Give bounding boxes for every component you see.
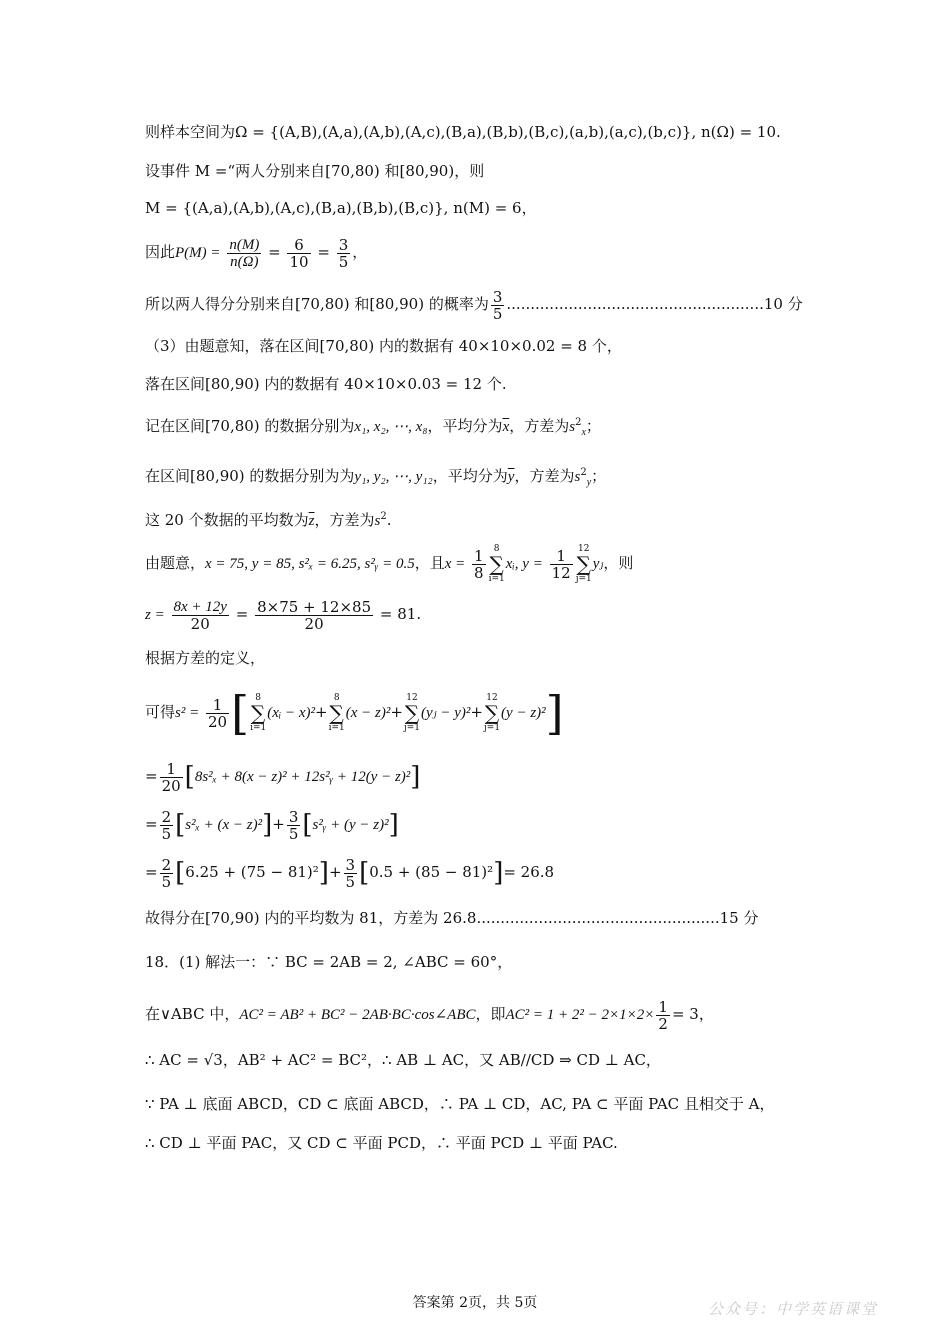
event-definition-line: 设事件 M =“两人分别来自[70,80) 和[80,90)，则 <box>145 162 485 180</box>
sum-symbol: 8 ∑ i=1 <box>488 544 505 584</box>
probability-conclusion-line: 所以两人得分分别来自[70,80) 和[80,90) 的概率为 $\frac{3}{5}$ ......................................................10 分 <box>145 287 803 323</box>
combined-mean-line: z = $\frac{8x + 12y}{20}$ = $\frac{8\times 75 + 12\times 85}{20}$ = 81. <box>145 597 422 633</box>
y-data-line: 在区间[80,90) 的数据分别为为y₁, y₂, ⋯, y₁₂，平均分为$\overline{y}$，方差为$s^2_y$； <box>145 467 607 488</box>
perpendicular-line-1: ∴ AC = √3，AB² + AC² = BC²，∴ AB ⊥ AC，又 AB//CD ⇒ CD ⊥ AC， <box>145 1051 661 1069</box>
probability-line: 因此P(M) = $\frac{n(M)}{n(\Omega)}$ = $\frac{6}{10}$ = $\frac{3}{5}$ ， <box>145 235 368 271</box>
prob-fraction-2: $\frac{6}{10}$ <box>289 235 309 271</box>
prob-lhs: P(M) = <box>175 245 221 261</box>
prob-fraction-3: $\frac{3}{5}$ <box>338 235 349 271</box>
conclusion-fraction: $\frac{3}{5}$ <box>492 287 503 323</box>
perpendicular-line-3: ∴ CD ⊥ 平面 PAC，又 CD ⊂ 平面 PCD，∴ 平面 PCD ⊥ 平面 PAC. <box>145 1134 618 1152</box>
interval-80-90-count-line: 落在区间[80,90) 内的数据有 40×10×0.03 = 12 个. <box>145 375 507 393</box>
sample-space-line: 则样本空间为Ω = {(A,B),(A,a),(A,b),(A,c),(B,a),(B,b),(B,c),(a,b),(a,c),(b,c)}, n(Ω) = 10. <box>145 123 781 141</box>
given-values-line: 由题意，x = 75, y = 85, s²ₓ = 6.25, s²ᵧ = 0.5，且x = $\frac{1}{8}$ 8 ∑ i=1 xᵢ, y = $\frac{1}{12}$ 12 ∑ j=1 yⱼ，则 <box>145 544 634 584</box>
variance-definition-line: 根据方差的定义， <box>145 649 266 667</box>
prob-prefix: 因此 <box>145 243 176 261</box>
x-data-line: 记在区间[70,80) 的数据分别为x₁, x₂, ⋯, x₈，平均分为$\overline{x}$，方差为$s^2_x$； <box>145 417 601 438</box>
perpendicular-line-2: ∵ PA ⊥ 底面 ABCD，CD ⊂ 底面 ABCD，∴ PA ⊥ CD，AC, PA ⊂ 平面 PAC 且相交于 A， <box>145 1095 775 1113</box>
combined-data-line: 这 20 个数据的平均数为$\overline{z}$，方差为$s^2$. <box>145 511 392 529</box>
variance-formula-line: 可得s² = $\frac{1}{20}$ [ 8 ∑ i=1 (xᵢ − x)²+ 8 ∑ i=1 (x − z)²+ 12 ∑ j=1 (yⱼ − y)²+ 12 ∑ j=1 (y − z)²] <box>145 686 564 740</box>
variance-step-3: = $\frac{2}{5}$ [6.25 + (75 − 81)²]+ $\frac{3}{5}$ [0.5 + (85 − 81)²]= 26.8 <box>145 855 555 891</box>
sum-symbol: 12 ∑ j=1 <box>575 544 592 584</box>
watermark: 公众号：中学英语课堂 <box>708 1300 879 1318</box>
event-set-line: M = {(A,a),(A,b),(A,c),(B,a),(B,b),(B,c)}, n(M) = 6， <box>145 199 537 217</box>
variance-step-1: = $\frac{1}{20}$ [8s²ₓ + 8(x − z)² + 12s²ᵧ + 12(y − z)²] <box>145 759 421 795</box>
final-result-line: 故得分在[70,90) 内的平均数为 81，方差为 26.8...................................................15 分 <box>145 909 759 927</box>
part3-intro-line: （3）由题意知，落在区间[70,80) 内的数据有 40×10×0.02 = 8 个， <box>145 337 622 355</box>
score-10: ......................................................10 分 <box>506 295 803 313</box>
page-footer: 答案第 2页，共 5页 <box>412 1295 538 1311</box>
score-15: ...................................................15 分 <box>476 909 759 927</box>
prob-fraction-1: $\frac{n(M)}{n(\Omega)}$ <box>229 236 260 270</box>
cosine-law-line: 在∨ABC 中，AC² = AB² + BC² − 2AB·BC·cos∠ABC，即AC² = 1 + 2² − 2×1×2× $\frac{1}{2}$ = 3， <box>145 997 714 1033</box>
variance-step-2: = $\frac{2}{5}$ [s²ₓ + (x − z)²]+ $\frac{3}{5}$ [s²ᵧ + (y − z)²] <box>145 807 399 843</box>
q18-intro-line: 18．(1) 解法一：∵ BC = 2AB = 2, ∠ABC = 60°， <box>145 953 513 971</box>
